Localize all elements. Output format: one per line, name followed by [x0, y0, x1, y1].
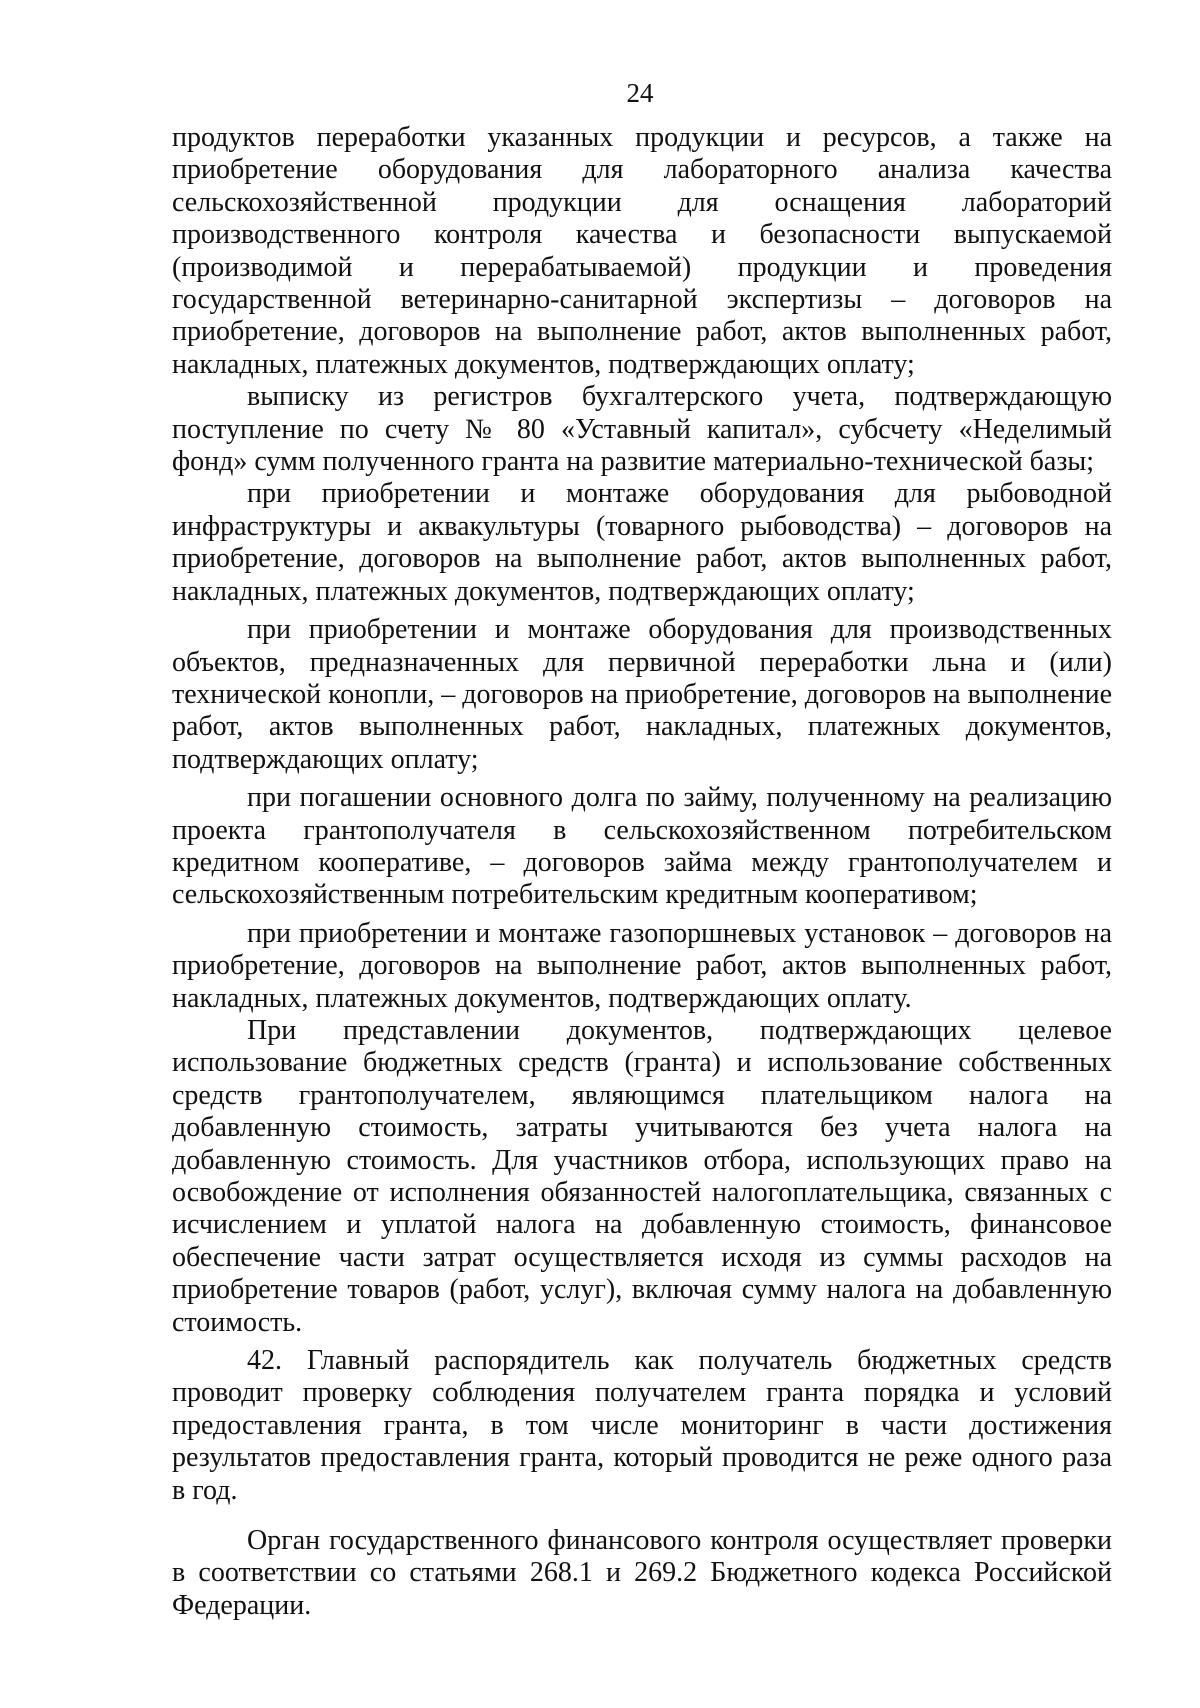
paragraph-financial-control: Орган государственного финансового контроля осуществляет проверки в соответствии со статьями 268.1 и 269.2 Бюджетного кодекса Российской Федерации.: [172, 1525, 1112, 1621]
paragraph-42-inspection: 42. Главный распорядитель как получатель бюджетных средств проводит проверку соблюдения получателем гранта порядка и условий предоставления гранта, в том числе мониторинг в части достижения результатов предоставления гранта, который проводится не реже одного раза в год.: [172, 1345, 1112, 1506]
paragraph-flax-hemp: при приобретении и монтаже оборудования для производственных объектов, предназначенных для первичной переработки льна и (или) технической конопли, – договоров на приобретение, договоров на выполнение работ, актов выполненных работ, накладных, платежных документов, подтверждающих оплату;: [172, 614, 1112, 775]
paragraph-loan-repayment: при погашении основного долга по займу, полученному на реализацию проекта грантополучателя в сельскохозяйственном потребительском кредитном кооперативе, – договоров займа между грантополучателем и сельскохозяйственным потребительским кредитным кооперативом;: [172, 782, 1112, 911]
document-body: [172, 122, 1112, 1622]
paragraph-accounting-extract: выписку из регистров бухгалтерского учета, подтверждающую поступление по счету № 80 «Уставный капитал», субсчету «Неделимый фонд» сумм полученного гранта на развитие материально-технической базы;: [172, 381, 1112, 478]
paragraph-vat: При представлении документов, подтверждающих целевое использование бюджетных средств (гранта) и использование собственных средств грантополучателем, являющимся плательщиком налога на добавленную стоимость, затраты учитываются без учета налога на добавленную стоимость. Для участников отбора, использующих право на освобождение от исполнения обязанностей налогоплательщика, связанных с исчислением и уплатой налога на добавленную стоимость, финансовое обеспечение части затрат осуществляется исходя из суммы расходов на приобретение товаров (работ, услуг), включая сумму налога на добавленную стоимость.: [172, 1014, 1112, 1338]
paragraph-continuation: продуктов переработки указанных продукции и ресурсов, а также на приобретение оборудования для лабораторного анализа качества сельскохозяйственной продукции для оснащения лабораторий производственного контроля качества и безопасности выпускаемой (производимой и перерабатываемой) продукции и проведения государственной ветеринарно-санитарной экспертизы – договоров на приобретение, договоров на выполнение работ, актов выполненных работ, накладных, платежных документов, подтверждающих оплату;: [172, 122, 1112, 380]
paragraph-gas-piston: при приобретении и монтаже газопоршневых установок – договоров на приобретение, договоров на выполнение работ, актов выполненных работ, накладных, платежных документов, подтверждающих оплату.: [172, 917, 1112, 1014]
page-number: 24: [626, 78, 654, 108]
paragraph-fish-farming: при приобретении и монтаже оборудования для рыбоводной инфраструктуры и аквакультуры (товарного рыбоводства) – договоров на приобретение, договоров на выполнение работ, актов выполненных работ, накладных, платежных документов, подтверждающих оплату;: [172, 478, 1112, 607]
